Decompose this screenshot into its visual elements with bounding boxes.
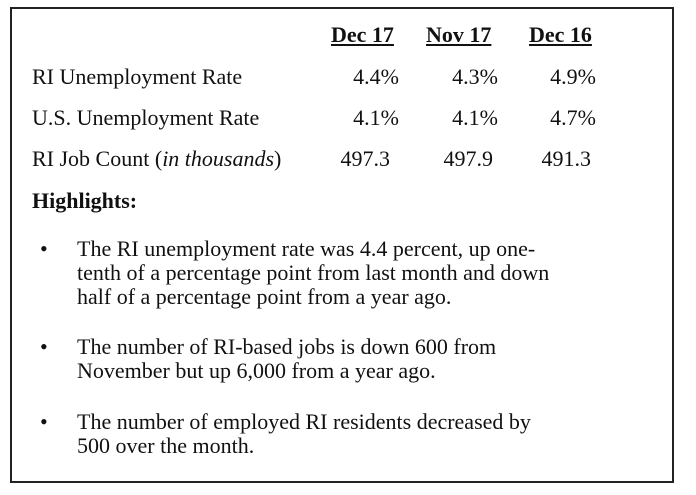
value-ri-unemployment-dec17: 4.4% [353,64,399,89]
highlights-heading: Highlights: [32,188,138,213]
value-us-unemployment-dec17: 4.1% [353,105,399,130]
value-ri-jobs-dec16: 491.3 [541,146,591,171]
bullet-1-text [77,237,647,309]
row-label-ri-job-count [32,146,281,172]
value-us-unemployment-nov17: 4.1% [452,105,498,130]
value-ri-jobs-dec17: 497.3 [340,146,390,171]
bullet-1-line-3: half of a percentage point from a year ago. [77,284,452,309]
bullet-2-marker: • [40,334,48,359]
bullet-3-text [77,410,647,458]
bullet-1-marker: • [40,236,48,261]
bullet-1-line-2: tenth of a percentage point from last month and down [77,260,550,285]
column-header-dec-17: Dec 17 [331,22,394,47]
row-label-ri-unemployment: RI Unemployment Rate [32,64,243,89]
row-label-ri-job-count-close: ) [274,146,282,171]
bullet-1-line-1: The RI unemployment rate was 4.4 percent, up one- [77,236,536,261]
row-label-us-unemployment: U.S. Unemployment Rate [32,105,260,130]
column-header-nov-17: Nov 17 [426,22,492,47]
bullet-3-line-2: 500 over the month. [77,433,255,458]
row-label-unit-italic: in thousands [162,146,275,171]
bullet-3-marker: • [40,409,48,434]
value-ri-unemployment-dec16: 4.9% [550,64,596,89]
value-ri-jobs-nov17: 497.9 [443,146,493,171]
bullet-2-text [77,335,647,383]
bullet-2-line-1: The number of RI-based jobs is down 600 from [77,334,497,359]
bullet-3-line-1: The number of employed RI residents decreased by [77,409,531,434]
bullet-2-line-2: November but up 6,000 from a year ago. [77,358,436,383]
value-us-unemployment-dec16: 4.7% [550,105,596,130]
row-label-ri-job-count-text: RI Job Count ( [32,146,163,171]
value-ri-unemployment-nov17: 4.3% [452,64,498,89]
column-header-dec-16: Dec 16 [529,22,592,47]
